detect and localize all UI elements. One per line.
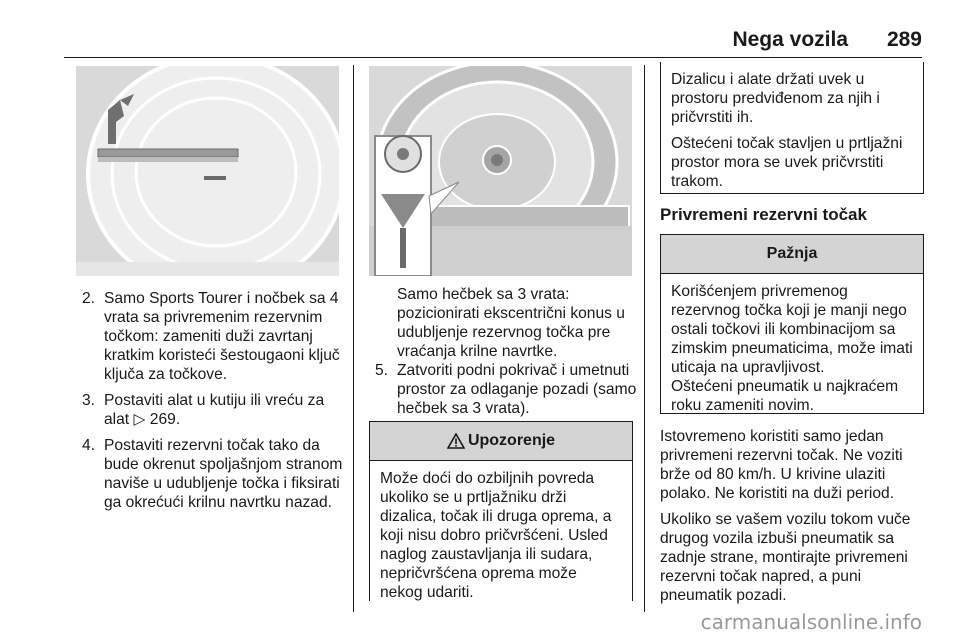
paragraph: Istovremeno koristiti samo jedan privremeni rezervni točak. Ne voziti brže od 80 km/h. U krivine ulaziti polako. Ne koristiti na duži period. [660,428,903,502]
warning-body [370,461,632,617]
step-number: 5. [375,362,389,379]
list-item [375,361,637,418]
warning-continuation-line: Oštećeni točak stavljen u prtljažni prostor mora se uvek pričvrstiti trakom. [671,135,903,190]
step-text: Zatvoriti podni pokrivač i umetnuti prostor za odlaganje pozadi (samo hečbek sa 3 vrata). [397,362,637,417]
notice-header [661,235,923,274]
list-item [82,289,344,384]
notice-title: Pažnja [766,245,818,262]
warning-text: Može doći do ozbiljnih povreda ukoliko se u prtljažniku drži dizalica, točak ili druga oprema, a koji nisu dobro pričvršćeni. Usled naglog zaustavljanja ili sudara, nepričvršćena oprema može nekog udariti. [380,470,612,601]
section-heading: Privremeni rezervni točak [660,205,867,224]
step-number: 2. [82,290,96,307]
column-divider [644,65,645,612]
notice-box [660,234,924,414]
spare-wheel-cone-drawing [369,66,632,276]
step-number: 3. [82,392,96,409]
warning-continuation-line: Dizalicu i alate držati uvek u prostoru predviđenom za njih i pričvrstiti ih. [671,71,880,126]
list-item [82,436,344,512]
warning-title: Upozorenje [467,432,556,449]
warning-triangle-icon [447,433,465,449]
page-number: 289 [886,28,922,51]
page-header [64,28,922,58]
body-paragraphs [660,427,926,612]
notice-text: Oštećeni pneumatik u najkraćem roku zameniti novim. [671,378,899,414]
hatchback-note: Samo hečbek sa 3 vrata: pozicionirati ekscentrični konus u udubljenje rezervnog točka pre vraćanja krilne navrtke. [397,286,625,360]
list-item [82,391,344,429]
step-number: 4. [82,437,96,454]
warning-header [370,422,632,461]
paragraph: Ukoliko se vašem vozilu tokom vuče drugog vozila izbuši pneumatik sa zadnje strane, montirajte privremeni rezervni točak napred, a puni pneumatik pozadi. [660,511,911,604]
step-text: Postaviti rezervni točak tako da bude okrenut spoljašnjom stranom naviše u udubljenje točka i fiksirati ga okrećući krilnu navrtku nazad. [104,437,343,511]
step-text: Postaviti alat u kutiju ili vreću za alat ▷ 269. [104,392,325,428]
column-divider [353,65,354,612]
watermark: carmanualsonline.info [700,610,922,634]
notice-body [661,274,923,430]
warning-continuation-box [660,62,924,194]
step-text: Samo Sports Tourer i nočbek sa 4 vrata sa privremenim rezervnim točkom: zameniti duži zavrtanj kratkim koristeći šestougaoni ključ ključa za točkove. [104,290,340,383]
warning-box [369,421,633,601]
steps-list-col2 [375,361,637,425]
spare-wheel-illustration [76,66,339,276]
spare-wheel-well-drawing [76,66,339,276]
steps-list-col1 [82,289,344,519]
notice-text: Korišćenjem privremenog rezervnog točka koji je manji nego ostali točkovi ili kombinacijom sa zimskim pneumaticima, može imati uticaja na upravljivost. [671,283,913,376]
cone-detail-illustration [369,66,632,276]
header-rule [64,57,922,58]
warning-continuation-body [661,62,923,206]
header-title: Nega vozila [732,28,848,51]
